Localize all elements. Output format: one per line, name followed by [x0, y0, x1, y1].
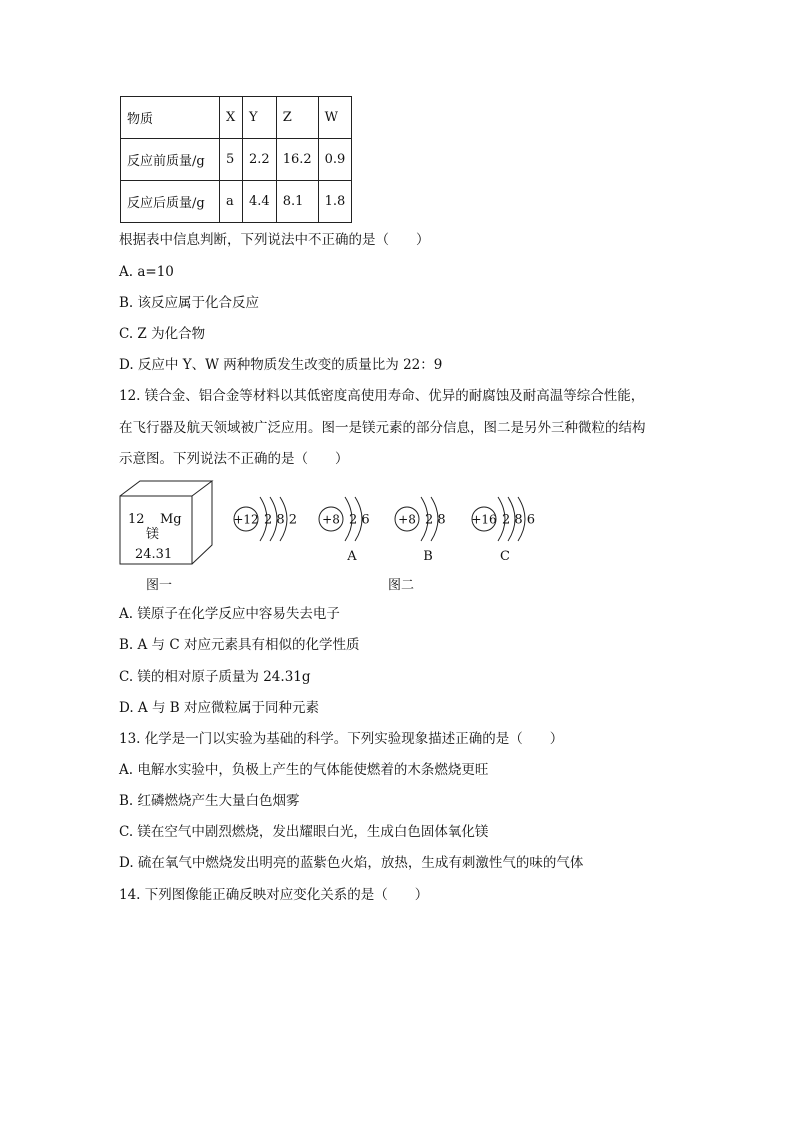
table-cell: 0.9: [318, 139, 352, 181]
figure-2-caption: 图二: [388, 578, 415, 593]
table-header-cell: Z: [276, 97, 318, 139]
q13-stem: 13. 化学是一门以实验为基础的科学。下列实验现象描述正确的是（ ）: [119, 731, 564, 747]
table-cell: 反应后质量/g: [121, 181, 220, 223]
electron-config: 2 8 6: [502, 512, 536, 528]
q11-option-d: D. 反应中 Y、W 两种物质发生改变的质量比为 22：9: [119, 357, 443, 373]
element-symbol: Mg: [160, 512, 182, 527]
element-atomic-mass: 24.31: [135, 547, 173, 562]
table-header-cell: 物质: [121, 97, 220, 139]
mass-table: [120, 96, 352, 223]
q12-option-c: C. 镁的相对原子质量为 24.31g: [119, 669, 311, 685]
q12-figures: [110, 472, 570, 596]
element-name: 镁: [146, 527, 160, 542]
table-cell: 2.2: [243, 139, 277, 181]
table-header-row: [121, 97, 352, 139]
q12-stem-line: 12. 镁合金、铝合金等材料以其低密度高使用寿命、优异的耐腐蚀及耐高温等综合性能，: [119, 388, 645, 404]
q12-option-d: D. A 与 B 对应微粒属于同种元素: [119, 700, 319, 716]
q13-option-d: D. 硫在氧气中燃烧发出明亮的蓝紫色火焰，放热，生成有刺激性气的味的气体: [119, 855, 584, 871]
q12-stem-line: 在飞行器及航天领域被广泛应用。图一是镁元素的部分信息，图二是另外三种微粒的结构: [119, 420, 646, 436]
q11-option-b: B. 该反应属于化合反应: [119, 295, 260, 311]
nucleus-charge: +8: [398, 512, 416, 527]
table-header-cell: W: [318, 97, 352, 139]
element-atomic-number: 12: [128, 512, 145, 527]
particle-label: B: [423, 549, 433, 564]
figure-1-caption: 图一: [146, 578, 173, 593]
q14-stem: 14. 下列图像能正确反映对应变化关系的是（ ）: [119, 887, 429, 903]
particle-diagrams: [233, 497, 535, 564]
particle-label: A: [347, 549, 357, 564]
table-row: [121, 139, 352, 181]
table-row: [121, 181, 352, 223]
particle-label: C: [500, 549, 510, 564]
q11-option-c: C. Z 为化合物: [119, 326, 206, 342]
table-cell: 1.8: [318, 181, 352, 223]
q12-stem-line: 示意图。下列说法不正确的是（ ）: [119, 451, 349, 467]
table-cell: 反应前质量/g: [121, 139, 220, 181]
nucleus-charge: +8: [322, 512, 340, 527]
table-cell: a: [220, 181, 243, 223]
table-cell: 16.2: [276, 139, 318, 181]
table-header-cell: X: [220, 97, 243, 139]
q12-option-b: B. A 与 C 对应元素具有相似的化学性质: [119, 637, 360, 653]
nucleus-charge: +16: [471, 512, 497, 527]
nucleus-charge: +12: [233, 512, 259, 527]
table-cell: 8.1: [276, 181, 318, 223]
q11-stem: 根据表中信息判断，下列说法中不正确的是（ ）: [119, 232, 430, 248]
q11-option-a: A. a=10: [119, 264, 174, 280]
q12-option-a: A. 镁原子在化学反应中容易失去电子: [119, 606, 340, 622]
q13-option-b: B. 红磷燃烧产生大量白色烟雾: [119, 793, 300, 809]
electron-config: 2 8: [425, 512, 446, 528]
electron-config: 2 6: [349, 512, 370, 528]
q13-option-a: A. 电解水实验中，负极上产生的气体能使燃着的木条燃烧更旺: [119, 762, 489, 778]
q13-option-c: C. 镁在空气中剧烈燃烧，发出耀眼白光，生成白色固体氧化镁: [119, 824, 489, 840]
electron-config: 2 8 2: [264, 512, 298, 528]
cube-top-face: [120, 481, 212, 496]
table-header-cell: Y: [243, 97, 277, 139]
table-cell: 5: [220, 139, 243, 181]
table-cell: 4.4: [243, 181, 277, 223]
